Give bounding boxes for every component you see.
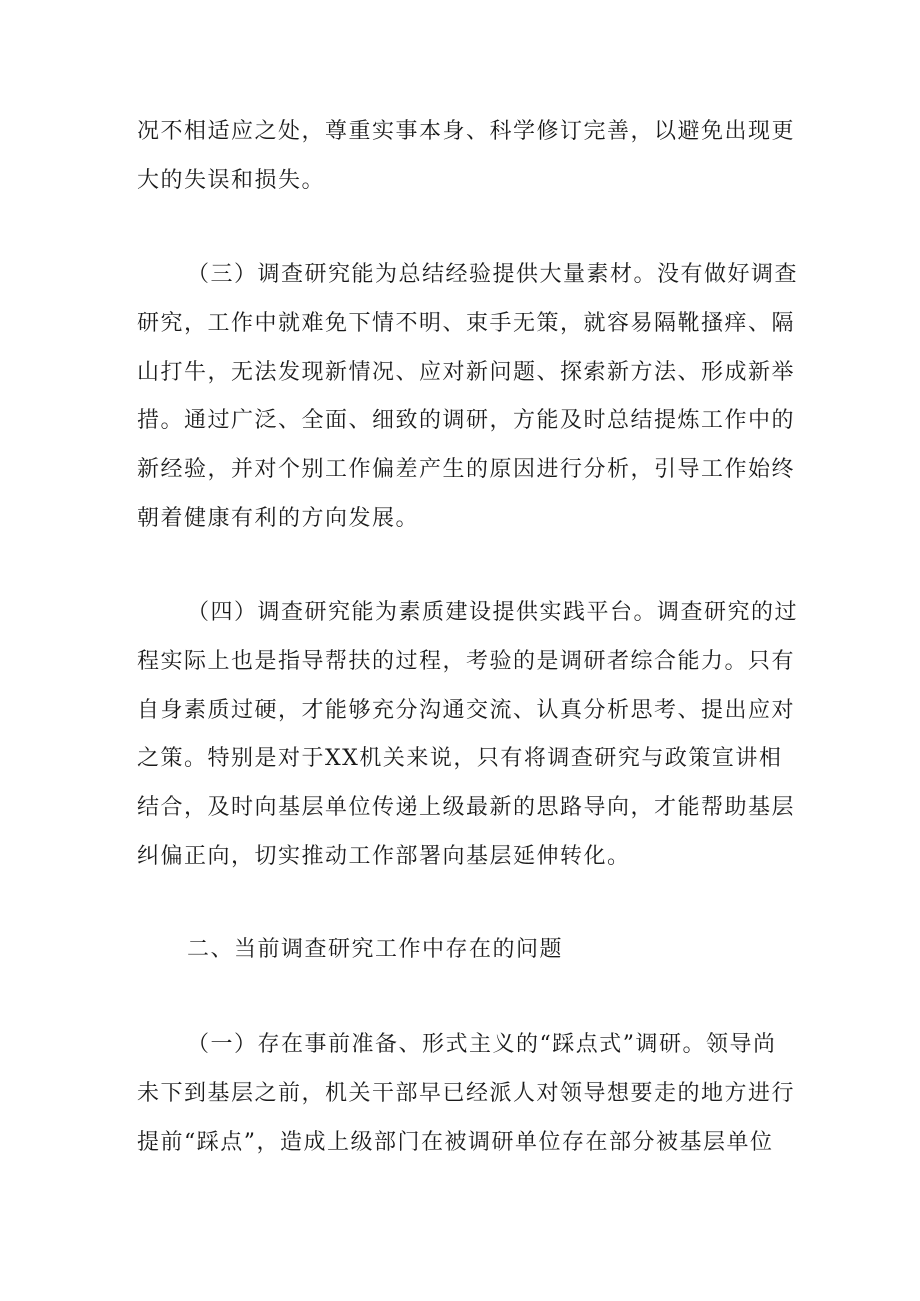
section-heading: 二、当前调查研究工作中存在的问题: [187, 937, 564, 962]
paragraph-line: 结合，及时向基层单位传递上级最新的思路导向，才能帮助基层: [137, 795, 796, 820]
paragraph-line: 措。通过广泛、全面、细致的调研，方能及时总结提炼工作中的: [137, 408, 796, 433]
paragraph-line: 新经验，并对个别工作偏差产生的原因进行分析，引导工作始终: [137, 457, 796, 482]
paragraph-line: （一）存在事前准备、形式主义的“踩点式”调研。领导尚: [187, 1032, 777, 1057]
paragraph-line: 程实际上也是指导帮扶的过程，考验的是调研者综合能力。只有: [137, 649, 796, 674]
paragraph-line: 朝着健康有利的方向发展。: [137, 506, 420, 531]
paragraph-line: 之策。特别是对于XX机关来说，只有将调查研究与政策宣讲相: [137, 746, 783, 771]
paragraph-line: 自身素质过硬，才能够充分沟通交流、认真分析思考、提出应对: [137, 698, 796, 723]
paragraph-line: 大的失误和损失。: [137, 168, 326, 193]
paragraph-line: 况不相适应之处，尊重实事本身、科学修订完善，以避免出现更: [137, 119, 796, 144]
paragraph-line: 山打牛，无法发现新情况、应对新问题、探索新方法、形成新举: [137, 360, 796, 385]
paragraph-line: 未下到基层之前，机关干部早已经派人对领导想要走的地方进行: [137, 1081, 796, 1106]
paragraph-line: 纠偏正向，切实推动工作部署向基层延伸转化。: [137, 844, 631, 869]
paragraph-line: （三）调查研究能为总结经验提供大量素材。没有做好调查: [187, 262, 799, 287]
paragraph-line: 研究，工作中就难免下情不明、束手无策，就容易隔靴搔痒、隔: [137, 311, 796, 336]
paragraph-line: 提前“踩点”，造成上级部门在被调研单位存在部分被基层单位: [137, 1130, 774, 1155]
paragraph-line: （四）调查研究能为素质建设提供实践平台。调查研究的过: [187, 600, 799, 625]
